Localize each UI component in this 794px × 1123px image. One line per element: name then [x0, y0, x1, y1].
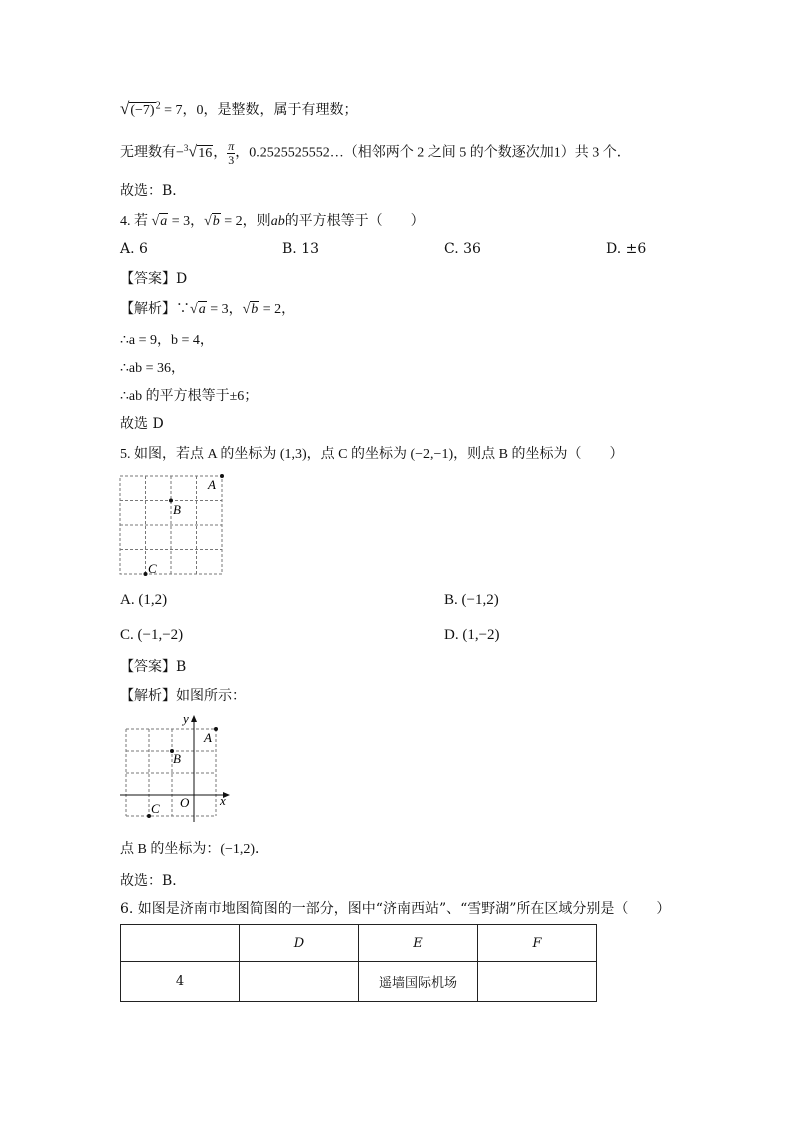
label-a: A [204, 730, 212, 745]
point-a [214, 727, 218, 731]
q5-option-a: A. (1,2) [120, 592, 168, 608]
label-b: B [173, 751, 181, 766]
q4-answer: 【答案】D [120, 271, 188, 287]
point-a [220, 474, 224, 478]
q5-stem: 5. 如图，若点 A 的坐标为 (1,3)，点 C 的坐标为 (−2,−1)，则点 B 的坐标为（ ） [120, 447, 624, 462]
table-cell: D [240, 925, 359, 962]
label-x: x [220, 793, 226, 808]
label-o: O [180, 795, 190, 810]
table-row [121, 962, 597, 1002]
radical-expression: (−7) [130, 103, 155, 118]
q5-answer: 【答案】B [120, 659, 187, 675]
table-cell: 遥墙国际机场 [359, 962, 478, 1002]
label-c: C [148, 561, 157, 576]
q5-option-d: D. (1,−2) [444, 627, 500, 643]
label-y: y [183, 712, 189, 726]
table-cell [240, 962, 359, 1002]
table-cell [121, 925, 240, 962]
q4-option-c: C. 36 [444, 241, 481, 257]
q4-analysis: 【解析】∵√a = 3，√b = 2， [120, 302, 296, 317]
label-a: A [208, 477, 216, 492]
q6-stem: 6. 如图是济南市地图简图的一部分，图中“济南西站”、“雪野湖”所在区域分别是（ ） [120, 901, 671, 917]
q5-grid-figure [118, 472, 228, 580]
prev-conclusion: 故选：B． [120, 183, 187, 199]
pi-over-3: $\frac{\pi}{3}$ [228, 139, 235, 167]
q4-option-b: B. 13 [282, 241, 320, 257]
map-grid-table [120, 924, 597, 1002]
q5-conclusion: 故选：B． [120, 873, 187, 889]
q5-axes-figure [118, 712, 238, 824]
label-c: C [151, 801, 160, 816]
q5-analysis: 【解析】如图所示： [120, 688, 246, 704]
q5-option-c: C. (−1,−2) [120, 627, 184, 643]
q4-conclusion: 故选 D [120, 416, 164, 432]
table-cell [478, 962, 597, 1002]
point-c [144, 572, 148, 576]
table-cell: E [359, 925, 478, 962]
table-cell: F [478, 925, 597, 962]
q4-stem: 4. 若 √a = 3，√b = 2，则ab的平方根等于（ ） [120, 214, 425, 229]
q4-option-d: D. ±6 [606, 241, 647, 257]
table-header-row [121, 925, 597, 962]
q4-step-1: ∴a = 9，b = 4， [120, 333, 214, 348]
q5-result: 点 B 的坐标为：(−1,2)． [120, 842, 270, 857]
irrational-line: 无理数有−$^3$√16， $\frac{\pi}{3}$ ，0.2525525552…（相邻两个 2 之间 5 的个数逐次加1）共 3 个． [120, 139, 631, 167]
q4-option-a: A. 6 [120, 241, 148, 257]
rational-line: $√(-7)^2 = 7$，0，是整数，属于有理数； [120, 99, 358, 118]
y-axis-arrow [191, 715, 197, 722]
q4-step-2: ∴ab = 36， [120, 361, 186, 376]
label-b: B [173, 502, 181, 517]
q4-step-3: ∴ab 的平方根等于±6； [120, 389, 259, 404]
q5-option-b: B. (−1,2) [444, 592, 499, 608]
table-cell: 4 [121, 962, 240, 1002]
